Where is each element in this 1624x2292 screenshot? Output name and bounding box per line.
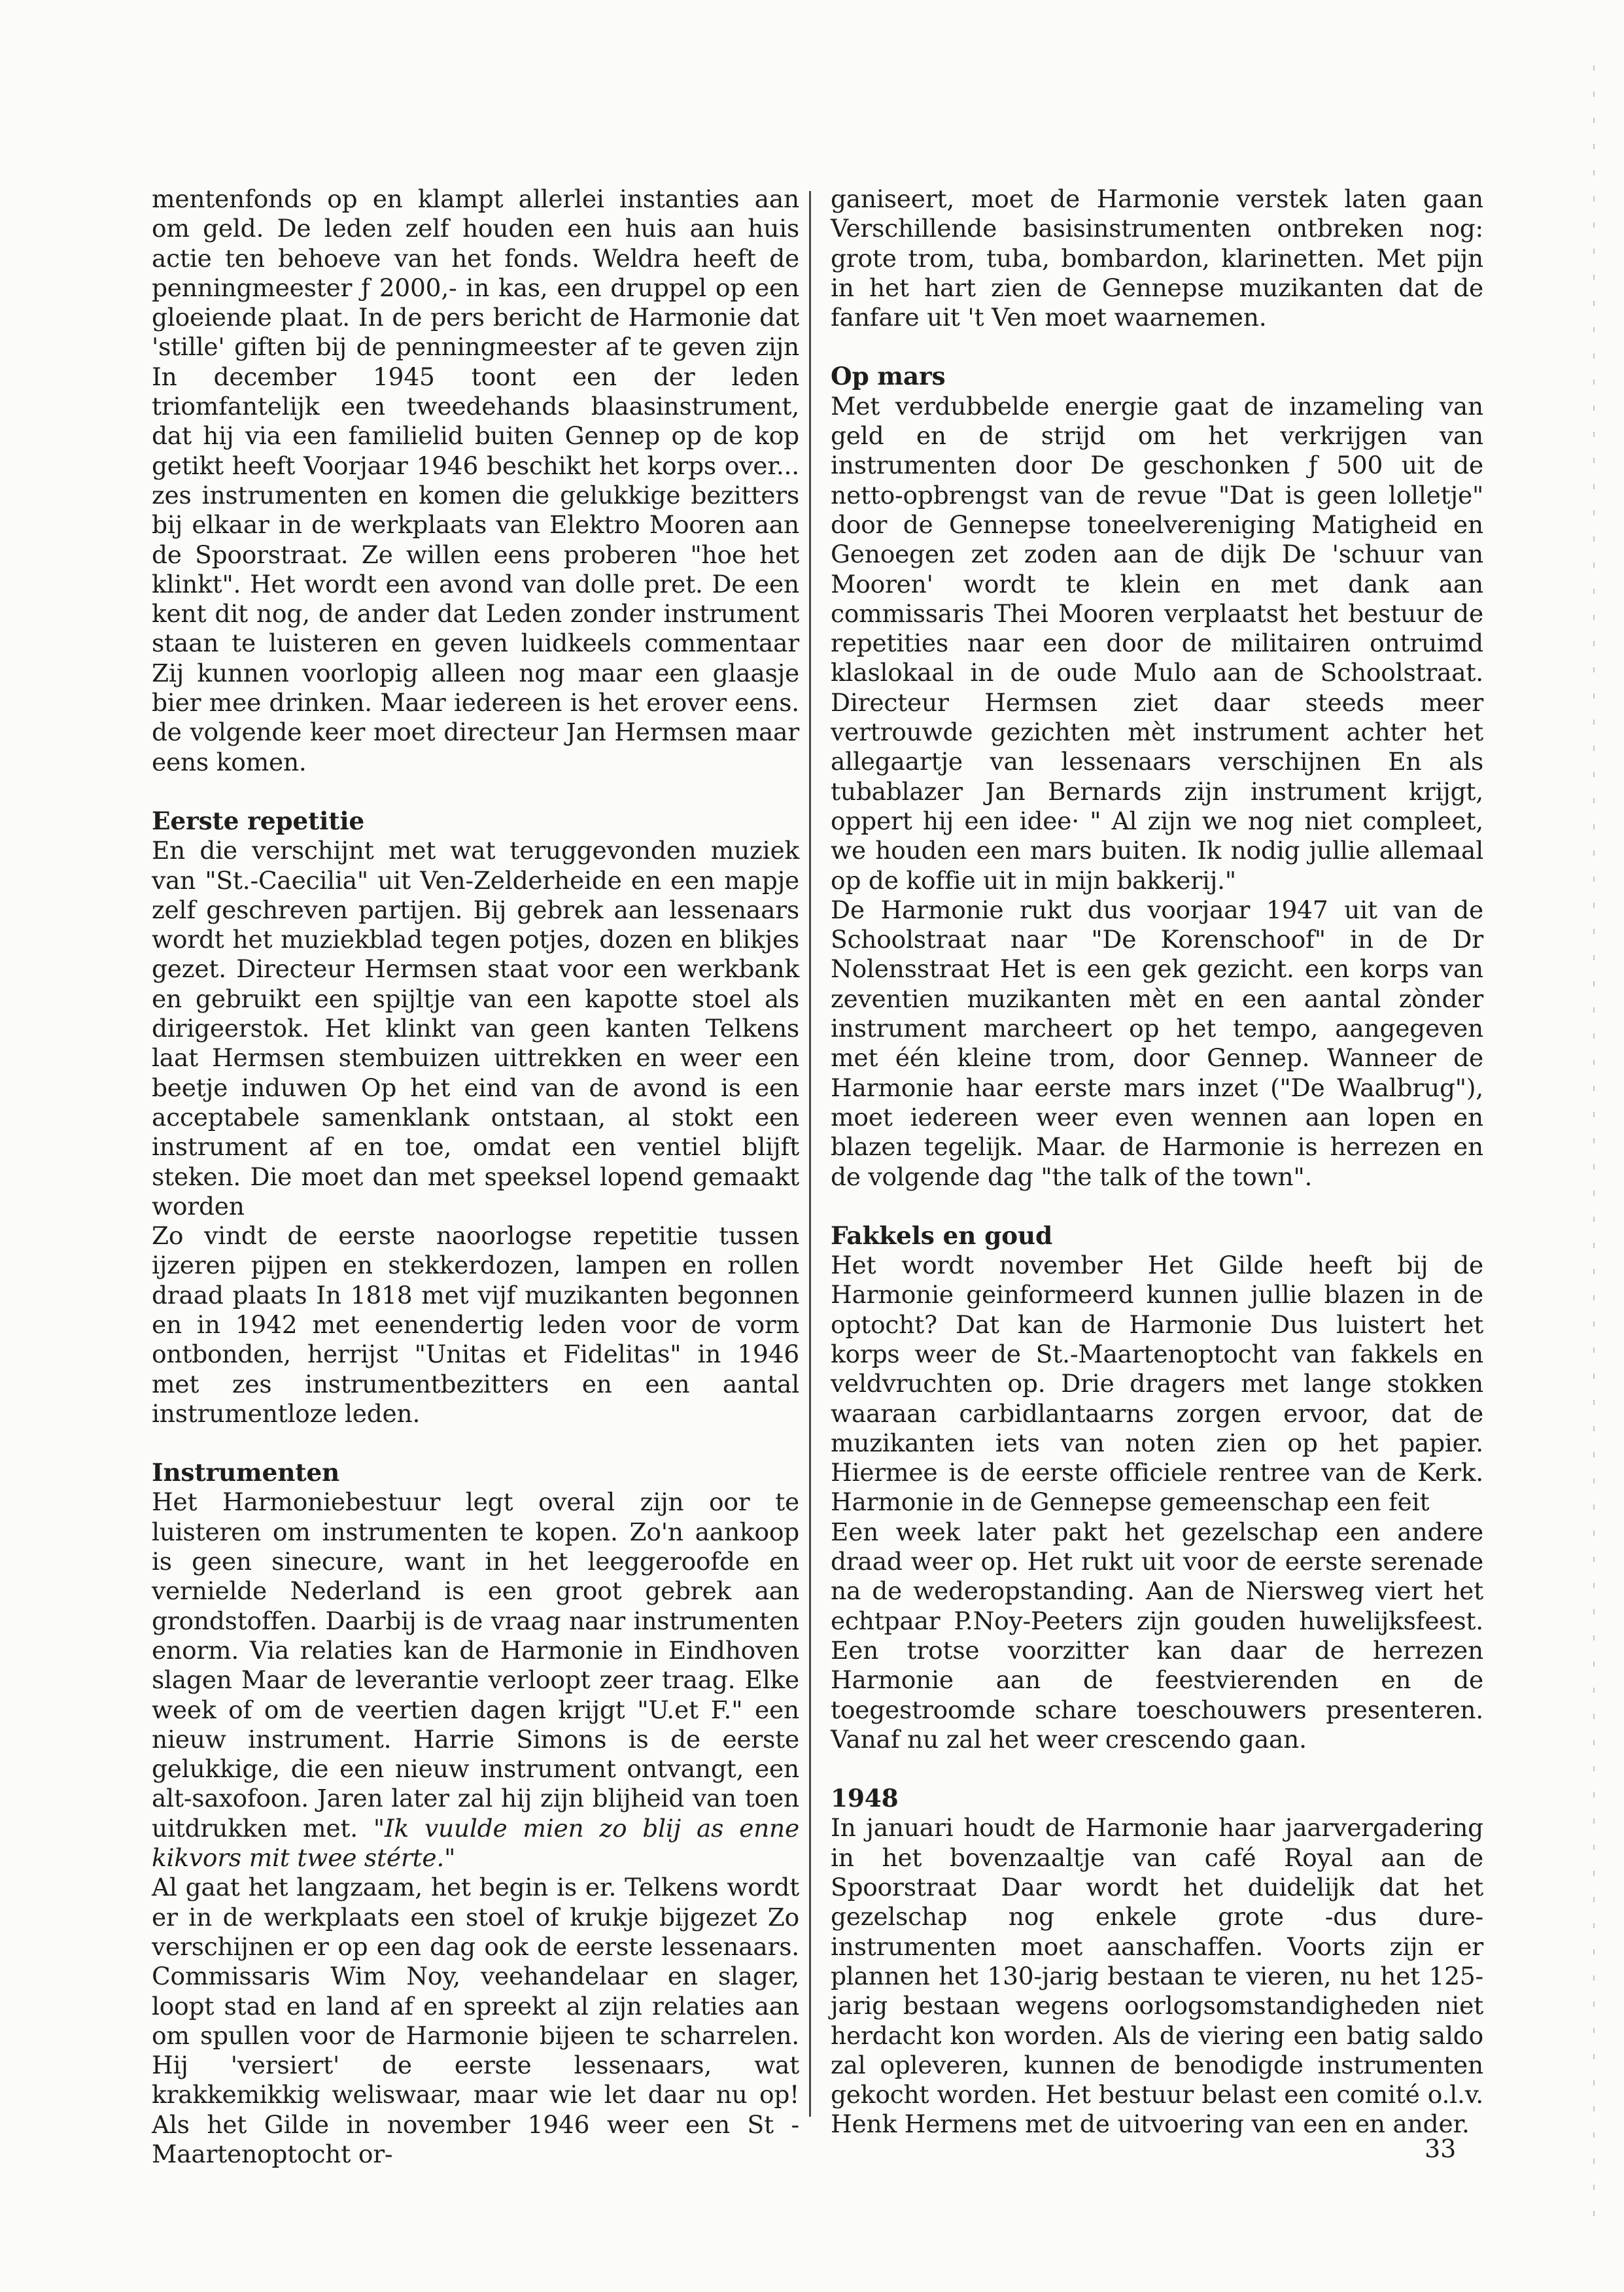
section-heading-instrumenten: Instrumenten: [152, 1458, 340, 1487]
paragraph: De Harmonie rukt dus voorjaar 1947 uit van de Schoolstraat naar "De Korenschoof" in de Dr Nolensstraat Het is een gek gezicht. een korps van zeventien muzikanten mèt en een aantal zònder instrument marcheert op het tempo, aangegeven met één kleine trom, door Gennep. Wanneer de Harmonie haar eerste mars inzet ("De Waalbrug"), moet iedereen weer even wennen aan lopen en blazen tegelijk. Maar. de Harmonie is herrezen en de volgende dag "the talk of the town".: [831, 895, 1483, 1191]
paragraph: Het wordt november Het Gilde heeft bij de Harmonie geinformeerd kunnen jullie blazen in de optocht? Dat kan de Harmonie Dus luistert het korps weer de St.-Maartenoptocht van fakkels en veldvruchten op. Drie dragers met lange stokken waaraan carbidlantaarns zorgen ervoor, dat de muzikanten iets van noten zien op het papier. Hiermee is de eerste officiele rentree van de Kerk. Harmonie in de Gennepse gemeenschap een feit: [831, 1251, 1483, 1517]
paragraph: Al gaat het langzaam, het begin is er. Telkens wordt er in de werkplaats een stoel of krukje bijgezet Zo verschijnen er op een dag ook de eerste lessenaars. Commissaris Wim Noy, veehandelaar en slager, loopt stad en land af en spreekt al zijn relaties aan om spullen voor de Harmonie bijeen te scharrelen. Hij 'versiert' de eerste lessenaars, wat krakkemikkig weliswaar, maar wie let daar nu op! Als het Gilde in november 1946 weer een St -Maartenoptocht or-: [152, 1873, 799, 2168]
dialect-quote: "Ik vuulde mien zo blij as enne kikvors mit twee stérte.": [152, 1813, 799, 1873]
paragraph-text: Het Harmoniebestuur legt overal zijn oor te luisteren om instrumenten te kopen. Zo'n aankoop is geen sinecure, want in het leeggeroofde en vernielde Nederland is een groot gebrek aan grondstoffen. Daarbij is de vraag naar instrumenten enorm. Via relaties kan de Harmonie in Eindhoven slagen Maar de leverantie verloopt zeer traag. Elke week of om de veertien dagen krijgt "U.et F." een nieuw instrument. Harrie Simons is de eerste gelukkige, die een nieuw instrument ontvangt, een alt-saxofoon. Jaren later zal hij zijn blijheid van toen uitdrukken met.: [152, 1487, 799, 1843]
section-heading-eerste-repetitie: Eerste repetitie: [152, 806, 365, 835]
paragraph: [152, 1487, 799, 1873]
section-heading-1948: 1948: [831, 1784, 899, 1813]
paragraph: Een week later pakt het gezelschap een andere draad weer op. Het rukt uit voor de eerste serenade na de wederopstanding. Aan de Niersweg viert het echtpaar P.Noy-Peeters zijn gouden huwelijksfeest. Een trotse voorzitter kan daar de herrezen Harmonie aan de feestvierenden en de toegestroomde schare toeschouwers presenteren. Vanaf nu zal het weer crescendo gaan.: [831, 1517, 1483, 1754]
paragraph: In januari houdt de Harmonie haar jaarvergadering in het bovenzaaltje van café Royal aan de Spoorstraat Daar wordt het duidelijk dat het gezelschap nog enkele grote -dus dure- instrumenten moet aanschaffen. Voorts zijn er plannen het 130-jarig bestaan te vieren, nu het 125-jarig bestaan wegens oorlogsomstandigheden niet herdacht kon worden. Als de viering een batig saldo zal opleveren, kunnen de benodigde instrumenten gekocht worden. Het bestuur belast een comité o.l.v. Henk Hermens met de uitvoering van een en ander.: [831, 1813, 1483, 2139]
page-number: 33: [1425, 2134, 1457, 2163]
paragraph: mentenfonds op en klampt allerlei instanties aan om geld. De leden zelf houden een huis aan huis actie ten behoeve van het fonds. Weldra heeft de penningmeester ƒ 2000,- in kas, een druppel op een gloeiende plaat. In de pers bericht de Harmonie dat 'stille' giften bij de penningmeester af te geven zijn In december 1945 toont een der leden triomfantelijk een tweedehands blaasinstrument, dat hij via een familielid buiten Gennep op de kop getikt heeft Voorjaar 1946 beschikt het korps over... zes instrumenten en komen die gelukkige bezitters bij elkaar in de werkplaats van Elektro Mooren aan de Spoorstraat. Ze willen eens proberen "hoe het klinkt". Het wordt een avond van dolle pret. De een kent dit nog, de ander dat Leden zonder instrument staan te luisteren en geven luidkeels commentaar Zij kunnen voorlopig alleen nog maar een glaasje bier mee drinken. Maar iedereen is het erover eens. de volgende keer moet directeur Jan Hermsen maar eens komen.: [152, 184, 799, 776]
section-heading-op-mars: Op mars: [831, 362, 946, 391]
paragraph: ganiseert, moet de Harmonie verstek laten gaan Verschillende basisinstrumenten ontbreken nog: grote trom, tuba, bombardon, klarinetten. Met pijn in het hart zien de Gennepse muzikanten dat de fanfare uit 't Ven moet waarnemen.: [831, 184, 1483, 332]
column-divider: [809, 191, 811, 2117]
scan-edge-artifact: [1593, 65, 1595, 2224]
paragraph: Zo vindt de eerste naoorlogse repetitie tussen ijzeren pijpen en stekkerdozen, lampen en rollen draad plaats In 1818 met vijf muzikanten begonnen en in 1942 met eenendertig leden voor de vorm ontbonden, herrijst "Unitas et Fidelitas" in 1946 met zes instrumentbezitters en een aantal instrumentloze leden.: [152, 1221, 799, 1428]
paragraph: Met verdubbelde energie gaat de inzameling van geld en de strijd om het verkrijgen van instrumenten door De geschonken ƒ 500 uit de netto-opbrengst van de revue "Dat is geen lolletje" door de Gennepse toneelvereniging Matigheid en Genoegen zet zoden aan de dijk De 'schuur van Mooren' wordt te klein en met dank aan commissaris Thei Mooren verplaatst het bestuur de repetities naar een door de militairen ontruimd klaslokaal in de oude Mulo aan de Schoolstraat. Directeur Hermsen ziet daar steeds meer vertrouwde gezichten mèt instrument achter het allegaartje van lessenaars verschijnen En als tubablazer Jan Bernards zijn instrument krijgt, oppert hij een idee· " Al zijn we nog niet compleet, we houden een mars buiten. Ik nodig jullie allemaal op de koffie uit in mijn bakkerij.": [831, 391, 1483, 895]
right-column: [831, 184, 1483, 2140]
paragraph: En die verschijnt met wat teruggevonden muziek van "St.-Caecilia" uit Ven-Zelderheide en een mapje zelf geschreven partijen. Bij gebrek aan lessenaars wordt het muziekblad tegen potjes, dozen en blikjes gezet. Directeur Hermsen staat voor een werkbank en gebruikt een spijltje van een kapotte stoel als dirigeerstok. Het klinkt van geen kanten Telkens laat Hermsen stembuizen uittrekken en weer een beetje induwen Op het eind van de avond is een acceptabele samenklank ontstaan, al stokt een instrument af en toe, omdat een ventiel blijft steken. Die moet dan met speeksel lopend gemaakt worden: [152, 836, 799, 1221]
left-column: [152, 184, 799, 2169]
section-heading-fakkels-en-goud: Fakkels en goud: [831, 1221, 1053, 1250]
